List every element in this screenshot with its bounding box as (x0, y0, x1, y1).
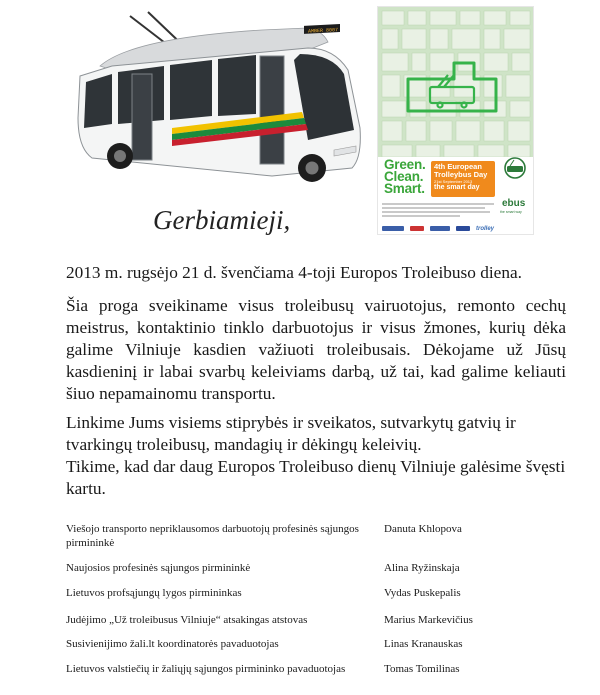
paragraph-date: 2013 m. rugsėjo 21 d. švenčiama 4-toji Europos Troleibuso diena. (66, 263, 522, 282)
signature-name: Vydas Puskepalis (384, 587, 461, 599)
signature-name: Tomas Tomilinas (384, 663, 460, 675)
ebus-tagline: the smart way (500, 210, 522, 214)
trolleybus-day-badge (431, 161, 495, 197)
tagline-clean: Clean. (384, 169, 424, 184)
signature-name: Marius Markevičius (384, 614, 473, 626)
signature-name: Linas Kranauskas (384, 638, 463, 650)
sponsor-logos (382, 225, 502, 232)
badge-line4: the smart day (434, 184, 480, 191)
tagline-green: Green. (384, 157, 426, 172)
salutation: Gerbiamieji, (153, 205, 291, 235)
signature-role: Viešojo transporto nepriklausomos darbuotojų profesinės sąjungos pirmininkė (66, 523, 359, 549)
signature-name: Alina Ryžinskaja (384, 562, 460, 574)
paragraph-wishes (66, 412, 566, 500)
tagline-smart: Smart. (384, 181, 425, 196)
trolleybus-logo-icon (500, 157, 530, 179)
trolleybus-image (72, 8, 372, 188)
paragraph-hope: Tikime, kad dar daug Europos Troleibuso dienų Vilniuje galėsime švęsti kartu. (66, 457, 566, 498)
poster-fine-print (382, 203, 494, 219)
ebus-logo: ebus (502, 198, 526, 209)
paragraph-wishes-line: Linkime Jums visiems stiprybės ir sveikatos, sutvarkytų gatvių ir tvarkingų troleibusų, mandagių ir dėkingų keleivių. (66, 413, 516, 454)
paragraph-greetings: Šia proga sveikiname visus troleibusų vairuotojus, remonto cechų meistrus, kontaktinio tinklo darbuotojus ir visus žmones, kurių dėka galime Vilniuje kasdien važiuoti troleibusais. Dėkojame už Jūsų kasdieninį ir labai svarbų keleiviams darbą, už tai, kad galime keliauti šiuo nepamainomu transportu. (66, 296, 566, 403)
trolley-logo: trolley (476, 226, 495, 232)
badge-date: 21st September 2013 (434, 179, 473, 184)
trolleybus-day-poster (377, 6, 534, 235)
signature-name: Danuta Khlopova (384, 523, 462, 535)
signature-role: Lietuvos profsąjungų lygos pirmininkas (66, 587, 242, 599)
signature-role: Lietuvos valstiečių ir žaliųjų sąjungos pirmininko pavaduotojas (66, 663, 346, 675)
signature-role: Susivienijimo žali.lt koordinatorės pavaduotojas (66, 638, 279, 650)
badge-line2: Trolleybus Day (434, 170, 488, 179)
city-map-graphic (378, 7, 533, 157)
signature-role: Naujosios profesinės sąjungos pirmininkė (66, 562, 251, 574)
signature-role: Judėjimo „Už troleibusus Vilniuje“ atsakingas atstovas (66, 614, 308, 626)
badge-line1: 4th European (434, 162, 482, 171)
destination-sign: AMBER 8007 (308, 27, 338, 35)
